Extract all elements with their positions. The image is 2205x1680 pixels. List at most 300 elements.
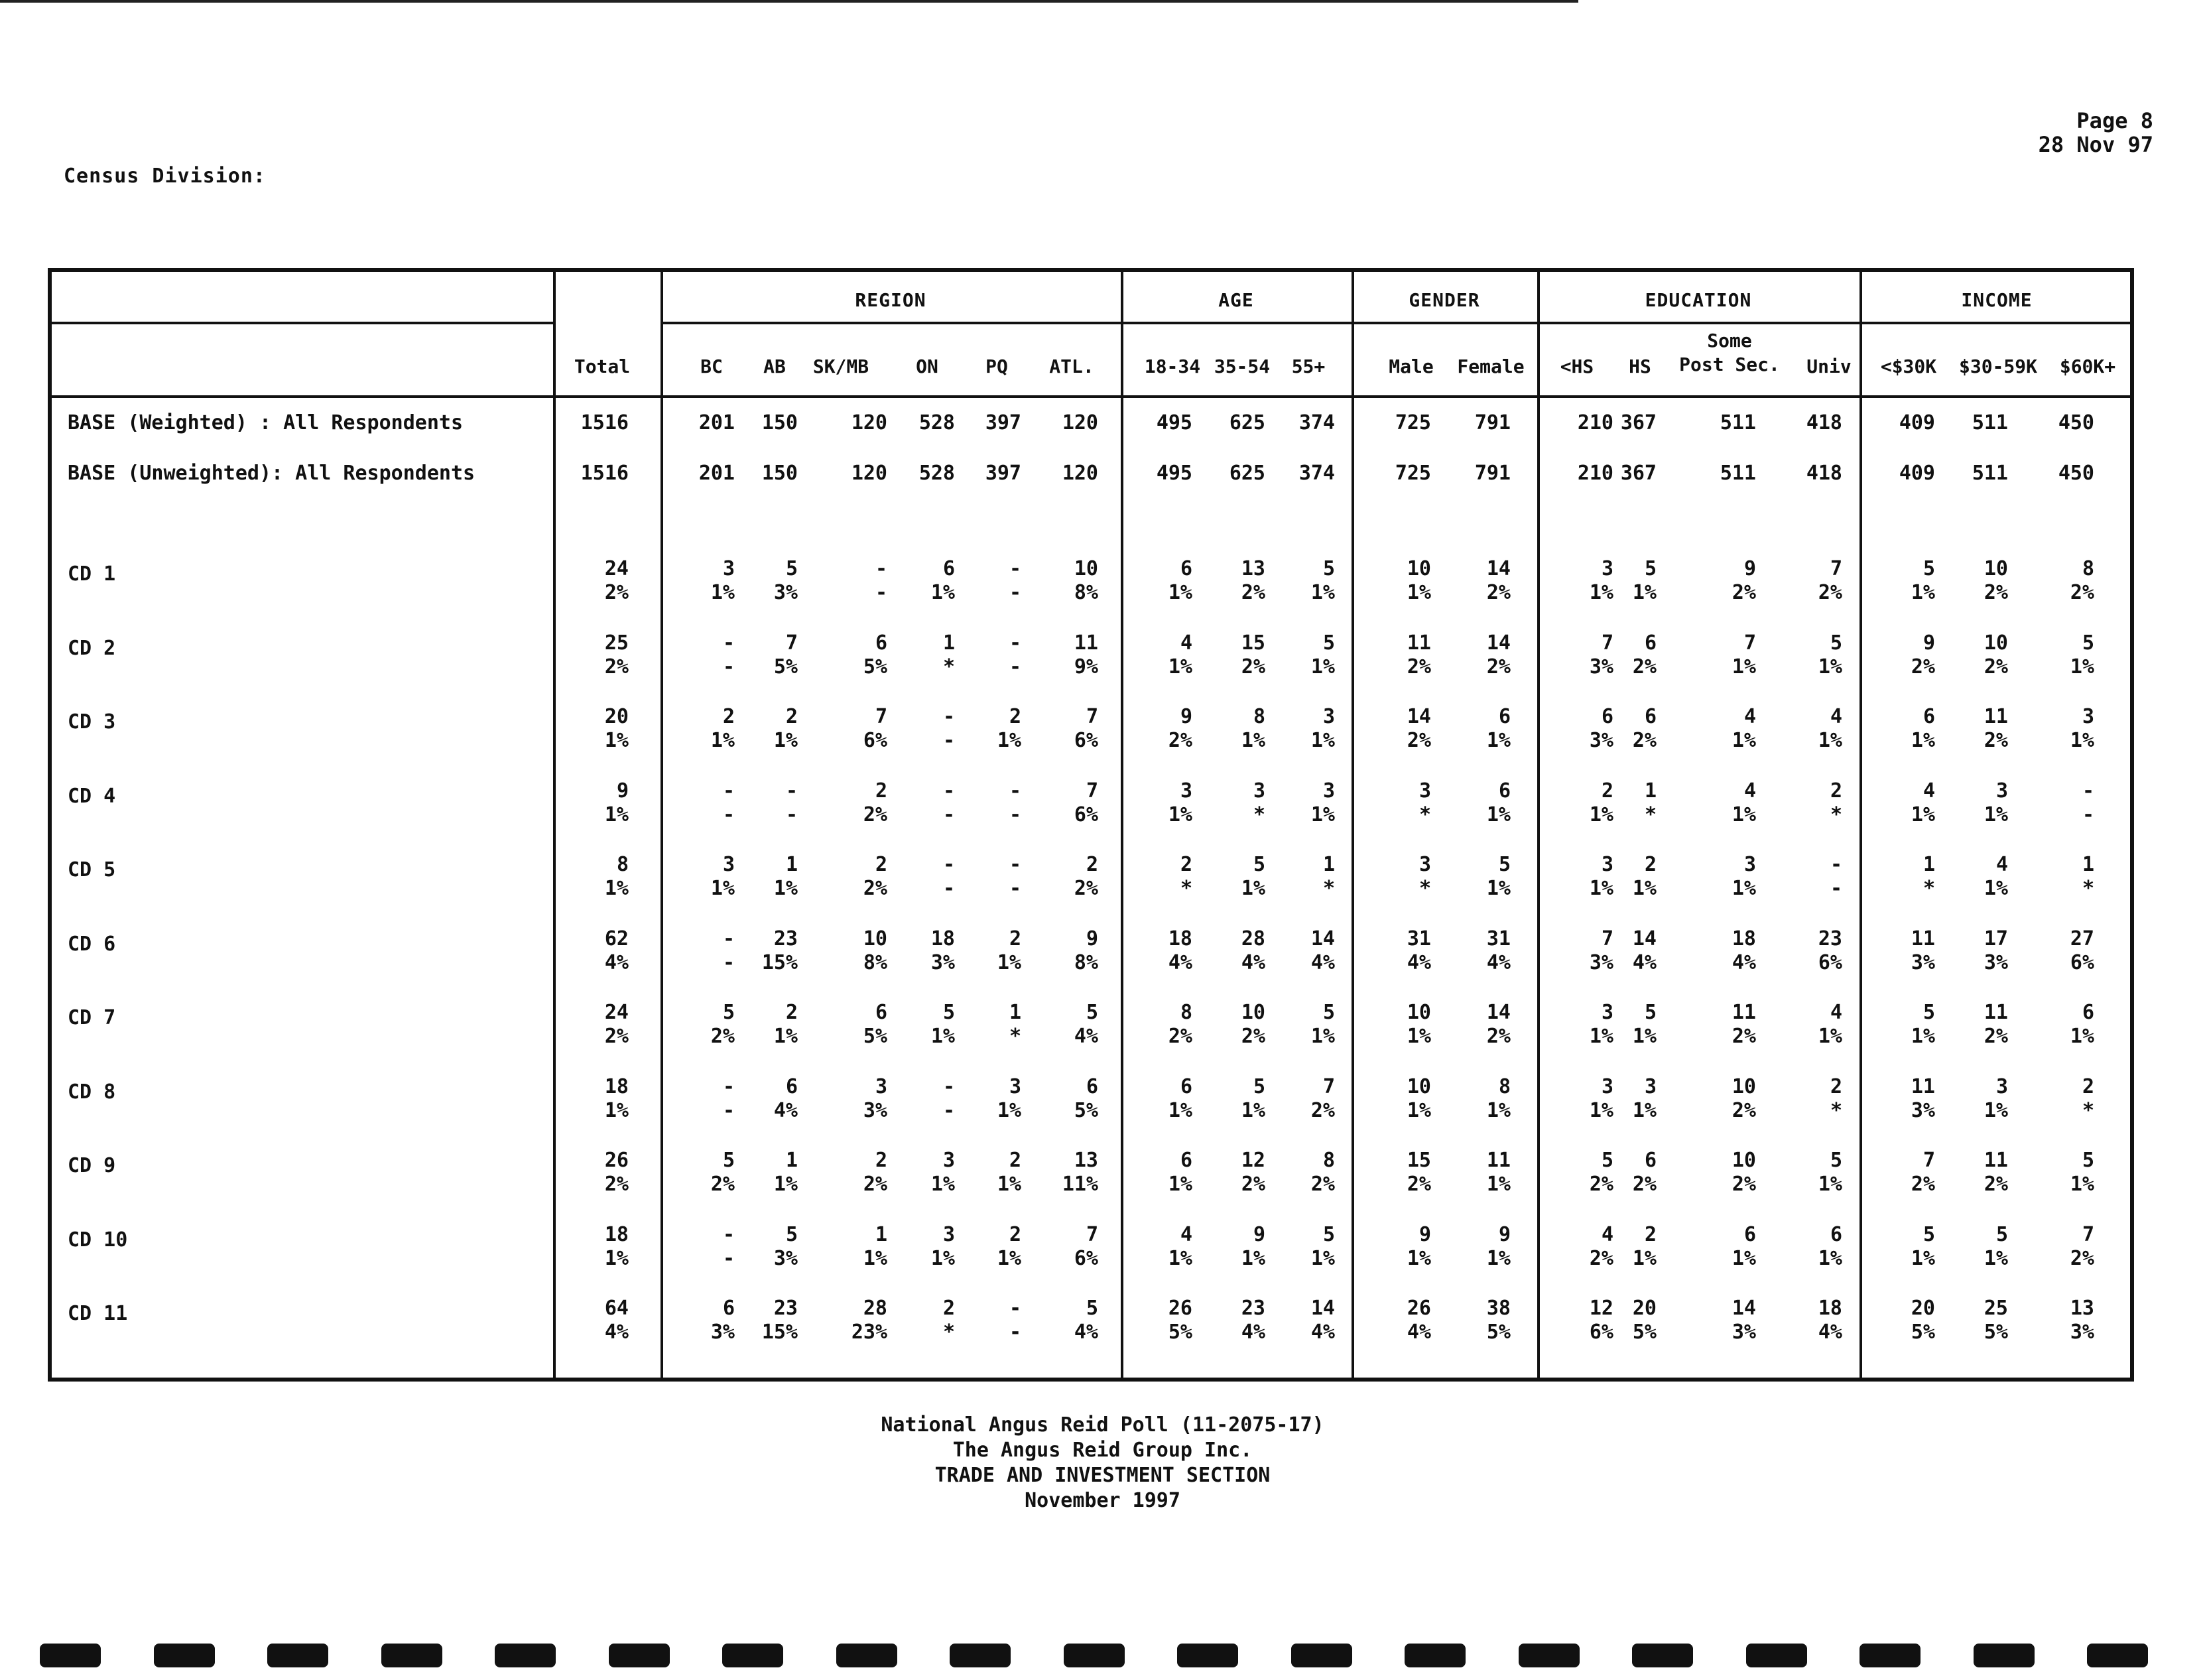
footer: [0, 1413, 2205, 1514]
count-cell: -: [722, 927, 735, 950]
count-cell: 20: [604, 705, 629, 728]
count-cell: 11: [1984, 1149, 2008, 1172]
count-cell: 1: [1644, 779, 1657, 803]
percent-cell: -: [942, 877, 955, 900]
percent-cell: 1%: [710, 877, 735, 900]
count-cell: 5: [1086, 1001, 1098, 1024]
column-header: SK/MB: [812, 355, 869, 377]
count-cell: 10: [1984, 631, 2008, 655]
count-cell: 2: [1830, 779, 1842, 803]
column-header: Male: [1389, 355, 1434, 377]
count-cell: 5: [1601, 1149, 1613, 1172]
count-cell: 9: [616, 779, 629, 803]
count-cell: 2: [1830, 1075, 1842, 1098]
percent-cell: 3%: [1732, 1321, 1756, 1344]
percent-cell: 4%: [1074, 1025, 1098, 1048]
percent-cell: 1%: [930, 1247, 955, 1270]
percent-cell: 2%: [1911, 1173, 1935, 1196]
percent-cell: 1%: [2070, 729, 2094, 752]
count-cell: 6: [875, 631, 887, 655]
count-cell: 3: [1743, 853, 1756, 876]
percent-cell: 1%: [1911, 581, 1935, 604]
group-header-region: REGION: [855, 289, 926, 311]
count-cell: 5: [1086, 1297, 1098, 1320]
count-cell: 5: [1922, 557, 1935, 580]
count-cell: 7: [1743, 631, 1756, 655]
percent-cell: 1%: [1984, 1099, 2008, 1122]
percent-cell: 1%: [710, 729, 735, 752]
percent-cell: 1%: [1589, 581, 1613, 604]
footer-line-company: The Angus Reid Group Inc.: [952, 1439, 1253, 1462]
count-cell: 6: [1498, 779, 1511, 803]
count-cell: 1: [2082, 853, 2094, 876]
percent-cell: 3%: [1911, 951, 1935, 974]
percent-cell: 1%: [997, 1247, 1021, 1270]
percent-cell: 2%: [604, 1025, 629, 1048]
percent-cell: 5%: [1168, 1321, 1192, 1344]
count-cell: -: [722, 1075, 735, 1098]
base-cell: 418: [1806, 411, 1842, 434]
percent-cell: 1%: [1310, 729, 1335, 752]
count-cell: 4: [1995, 853, 2008, 876]
count-cell: -: [1009, 631, 1021, 655]
count-cell: 18: [930, 927, 955, 950]
percent-cell: 4%: [773, 1099, 798, 1122]
group-header-education: EDUCATION: [1645, 289, 1752, 311]
percent-cell: -: [875, 581, 887, 604]
count-cell: 9: [1743, 557, 1756, 580]
count-cell: 7: [1922, 1149, 1935, 1172]
count-cell: 3: [1601, 557, 1613, 580]
base-cell: 120: [851, 462, 887, 485]
count-cell: 11: [1074, 631, 1098, 655]
percent-cell: 1%: [773, 1025, 798, 1048]
count-cell: 2: [1180, 853, 1192, 876]
percent-cell: 1%: [1241, 1099, 1265, 1122]
percent-cell: 2%: [1241, 1025, 1265, 1048]
percent-cell: 1%: [1632, 1099, 1657, 1122]
count-cell: 2: [1644, 1223, 1657, 1246]
count-cell: 14: [1486, 1001, 1511, 1024]
percent-cell: 1%: [2070, 655, 2094, 678]
top-edge-line: [0, 0, 1578, 3]
count-cell: 5: [1322, 1001, 1335, 1024]
count-cell: 1: [785, 853, 798, 876]
count-cell: 3: [1253, 779, 1265, 803]
percent-cell: 8%: [863, 951, 887, 974]
count-cell: -: [1009, 557, 1021, 580]
count-cell: 6: [1644, 705, 1657, 728]
count-cell: 1: [942, 631, 955, 655]
percent-cell: 1%: [1486, 1173, 1511, 1196]
count-cell: 5: [1922, 1001, 1935, 1024]
count-cell: 28: [863, 1297, 887, 1320]
percent-cell: -: [722, 803, 735, 826]
percent-cell: 5%: [1984, 1321, 2008, 1344]
percent-cell: *: [942, 655, 955, 678]
base-cell: 367: [1620, 462, 1657, 485]
percent-cell: 2%: [604, 581, 629, 604]
percent-cell: 1%: [1310, 803, 1335, 826]
percent-cell: 1%: [1589, 803, 1613, 826]
percent-cell: 1%: [1486, 877, 1511, 900]
percent-cell: -: [942, 803, 955, 826]
base-cell: 150: [761, 411, 798, 434]
percent-cell: *: [1644, 803, 1657, 826]
percent-cell: 2%: [1589, 1247, 1613, 1270]
count-cell: 1: [1922, 853, 1935, 876]
binding-mark: [1291, 1644, 1352, 1667]
count-cell: 4: [1830, 1001, 1842, 1024]
percent-cell: 1%: [1407, 1099, 1431, 1122]
count-cell: 5: [1830, 1149, 1842, 1172]
percent-cell: 1%: [1911, 1247, 1935, 1270]
count-cell: -: [722, 631, 735, 655]
footer-line-section: TRADE AND INVESTMENT SECTION: [934, 1464, 1271, 1487]
count-cell: 3: [1322, 705, 1335, 728]
label-header-top-line: [52, 322, 556, 324]
percent-cell: 1%: [1984, 1247, 2008, 1270]
column-header: PQ: [985, 355, 1008, 377]
count-cell: 14: [1407, 705, 1431, 728]
percent-cell: 1%: [997, 1173, 1021, 1196]
percent-cell: 1%: [773, 729, 798, 752]
percent-cell: 2%: [1732, 1173, 1756, 1196]
count-cell: 5: [785, 557, 798, 580]
count-cell: 2: [875, 853, 887, 876]
count-cell: 10: [1407, 1075, 1431, 1098]
count-cell: 14: [1486, 557, 1511, 580]
count-cell: 6: [1601, 705, 1613, 728]
percent-cell: 3%: [1911, 1099, 1935, 1122]
percent-cell: 1%: [1984, 877, 2008, 900]
percent-cell: 2%: [1310, 1099, 1335, 1122]
count-cell: 7: [1086, 779, 1098, 803]
count-cell: 11: [1911, 927, 1935, 950]
count-cell: 7: [1086, 1223, 1098, 1246]
percent-cell: -: [942, 1099, 955, 1122]
percent-cell: -: [1009, 581, 1021, 604]
count-cell: 18: [1732, 927, 1756, 950]
percent-cell: 1%: [1486, 1247, 1511, 1270]
base-cell: 201: [698, 411, 735, 434]
percent-cell: 4%: [1310, 1321, 1335, 1344]
percent-cell: 1%: [1984, 803, 2008, 826]
percent-cell: 2%: [1911, 655, 1935, 678]
count-cell: 8: [616, 853, 629, 876]
count-cell: 26: [604, 1149, 629, 1172]
percent-cell: 2%: [1984, 581, 2008, 604]
percent-cell: 1%: [1168, 655, 1192, 678]
count-cell: 5: [942, 1001, 955, 1024]
percent-cell: 6%: [863, 729, 887, 752]
count-cell: 10: [1407, 557, 1431, 580]
count-cell: 3: [942, 1223, 955, 1246]
count-cell: 5: [1498, 853, 1511, 876]
count-cell: 28: [1241, 927, 1265, 950]
column-header: Some Post Sec.: [1679, 330, 1780, 375]
percent-cell: 2%: [1168, 729, 1192, 752]
percent-cell: 3%: [1589, 729, 1613, 752]
cd-row-label: CD 8: [68, 1080, 116, 1104]
percent-cell: 1%: [1818, 1173, 1842, 1196]
percent-cell: *: [1322, 877, 1335, 900]
base-cell: 409: [1899, 462, 1935, 485]
count-cell: 27: [2070, 927, 2094, 950]
percent-cell: 3%: [773, 1247, 798, 1270]
percent-cell: 2%: [1486, 655, 1511, 678]
cd-row-label: CD 10: [68, 1228, 128, 1252]
census-division-label: Census Division:: [64, 164, 266, 188]
percent-cell: 5%: [1486, 1321, 1511, 1344]
percent-cell: 4%: [1732, 951, 1756, 974]
percent-cell: 3%: [1589, 951, 1613, 974]
percent-cell: 4%: [1241, 951, 1265, 974]
count-cell: 5: [1644, 557, 1657, 580]
percent-cell: 1%: [1632, 877, 1657, 900]
binding-mark: [154, 1644, 215, 1667]
count-cell: 2: [875, 779, 887, 803]
group-header-line: [661, 322, 2130, 324]
count-cell: 6: [722, 1297, 735, 1320]
column-header: $60K+: [2059, 355, 2116, 377]
percent-cell: 4%: [1241, 1321, 1265, 1344]
percent-cell: 1%: [1732, 803, 1756, 826]
percent-cell: 1%: [1407, 1247, 1431, 1270]
binding-mark: [2087, 1644, 2148, 1667]
percent-cell: 5%: [773, 655, 798, 678]
percent-cell: 5%: [1911, 1321, 1935, 1344]
binding-mark: [267, 1644, 328, 1667]
count-cell: 2: [1009, 705, 1021, 728]
percent-cell: 6%: [1074, 803, 1098, 826]
count-cell: 5: [1322, 631, 1335, 655]
base-cell: 397: [985, 411, 1021, 434]
column-header: HS: [1629, 355, 1651, 377]
group-header-gender: GENDER: [1409, 289, 1480, 311]
count-cell: 3: [942, 1149, 955, 1172]
count-cell: 15: [1241, 631, 1265, 655]
count-cell: 6: [1180, 1149, 1192, 1172]
binding-mark: [1405, 1644, 1466, 1667]
percent-cell: 1%: [1168, 803, 1192, 826]
percent-cell: *: [1922, 877, 1935, 900]
count-cell: -: [785, 779, 798, 803]
count-cell: 24: [604, 1001, 629, 1024]
base-cell: 725: [1395, 411, 1431, 434]
column-header: Univ: [1806, 355, 1852, 377]
count-cell: 9: [1418, 1223, 1431, 1246]
percent-cell: 15%: [761, 951, 798, 974]
percent-cell: -: [1009, 803, 1021, 826]
percent-cell: 2%: [863, 803, 887, 826]
count-cell: 3: [2082, 705, 2094, 728]
count-cell: 11: [1486, 1149, 1511, 1172]
footer-line-poll: National Angus Reid Poll (11-2075-17): [881, 1413, 1324, 1437]
percent-cell: 3%: [773, 581, 798, 604]
count-cell: 15: [1407, 1149, 1431, 1172]
percent-cell: 4%: [1168, 951, 1192, 974]
count-cell: 9: [1180, 705, 1192, 728]
percent-cell: 1%: [1310, 1025, 1335, 1048]
percent-cell: 2%: [1732, 1099, 1756, 1122]
percent-cell: *: [2082, 1099, 2094, 1122]
count-cell: 26: [1168, 1297, 1192, 1320]
count-cell: 4: [1922, 779, 1935, 803]
percent-cell: 4%: [604, 951, 629, 974]
count-cell: 14: [1732, 1297, 1756, 1320]
percent-cell: 2%: [1241, 1173, 1265, 1196]
count-cell: 3: [875, 1075, 887, 1098]
count-cell: 5: [1995, 1223, 2008, 1246]
percent-cell: -: [722, 1099, 735, 1122]
count-cell: 13: [1241, 557, 1265, 580]
count-cell: 12: [1241, 1149, 1265, 1172]
count-cell: -: [942, 705, 955, 728]
binding-marks: [40, 1644, 2188, 1670]
percent-cell: 6%: [1074, 1247, 1098, 1270]
count-cell: 11: [1407, 631, 1431, 655]
count-cell: 6: [1830, 1223, 1842, 1246]
percent-cell: 1%: [1310, 1247, 1335, 1270]
count-cell: 7: [2082, 1223, 2094, 1246]
percent-cell: -: [1009, 1321, 1021, 1344]
page-number: Page 8: [2076, 108, 2153, 133]
percent-cell: 2%: [1589, 1173, 1613, 1196]
percent-cell: 5%: [863, 1025, 887, 1048]
column-header-line: [52, 395, 2130, 398]
count-cell: 2: [1009, 1223, 1021, 1246]
percent-cell: 1%: [1732, 655, 1756, 678]
column-header: ON: [916, 355, 938, 377]
count-cell: 10: [1732, 1075, 1756, 1098]
count-cell: 18: [1818, 1297, 1842, 1320]
percent-cell: 8%: [1074, 951, 1098, 974]
cd-row-label: CD 5: [68, 858, 116, 881]
count-cell: 11: [1911, 1075, 1935, 1098]
percent-cell: 1%: [1486, 803, 1511, 826]
count-cell: 3: [1601, 1075, 1613, 1098]
percent-cell: 3%: [1589, 655, 1613, 678]
base-cell: 120: [1062, 462, 1098, 485]
percent-cell: 1%: [1589, 1099, 1613, 1122]
binding-mark: [722, 1644, 783, 1667]
percent-cell: 2%: [1407, 1173, 1431, 1196]
count-cell: 5: [722, 1149, 735, 1172]
percent-cell: 2%: [1984, 1173, 2008, 1196]
count-cell: 9: [1922, 631, 1935, 655]
count-cell: 31: [1486, 927, 1511, 950]
binding-mark: [609, 1644, 670, 1667]
percent-cell: 2%: [1407, 655, 1431, 678]
count-cell: 2: [942, 1297, 955, 1320]
count-cell: 7: [1601, 631, 1613, 655]
count-cell: 5: [1830, 631, 1842, 655]
count-cell: 7: [785, 631, 798, 655]
count-cell: 8: [1498, 1075, 1511, 1098]
percent-cell: *: [1418, 877, 1431, 900]
count-cell: 3: [722, 853, 735, 876]
percent-cell: -: [2082, 803, 2094, 826]
count-cell: 1: [1322, 853, 1335, 876]
count-cell: 3: [1322, 779, 1335, 803]
percent-cell: 4%: [1407, 951, 1431, 974]
percent-cell: 1%: [1168, 1247, 1192, 1270]
count-cell: -: [1830, 853, 1842, 876]
binding-mark: [1859, 1644, 1921, 1667]
percent-cell: 2%: [1168, 1025, 1192, 1048]
percent-cell: 1%: [1632, 1247, 1657, 1270]
percent-cell: 2%: [2070, 1247, 2094, 1270]
count-cell: 6: [1644, 631, 1657, 655]
base-cell: 120: [1062, 411, 1098, 434]
percent-cell: 1%: [930, 1025, 955, 1048]
count-cell: 4: [1743, 779, 1756, 803]
percent-cell: 1%: [1168, 1173, 1192, 1196]
count-cell: 38: [1486, 1297, 1511, 1320]
count-cell: 7: [1086, 705, 1098, 728]
count-cell: 2: [785, 705, 798, 728]
percent-cell: 1%: [997, 1099, 1021, 1122]
count-cell: -: [875, 557, 887, 580]
column-header: ATL.: [1049, 355, 1094, 377]
count-cell: -: [942, 1075, 955, 1098]
count-cell: 14: [1310, 927, 1335, 950]
percent-cell: 2%: [1310, 1173, 1335, 1196]
percent-cell: 1%: [1732, 877, 1756, 900]
count-cell: 23: [1818, 927, 1842, 950]
percent-cell: 2%: [1984, 655, 2008, 678]
percent-cell: 1%: [1407, 1025, 1431, 1048]
count-cell: 9: [1253, 1223, 1265, 1246]
group-header-income: INCOME: [1961, 289, 2033, 311]
count-cell: 3: [1180, 779, 1192, 803]
percent-cell: 2%: [1632, 655, 1657, 678]
percent-cell: 3%: [2070, 1321, 2094, 1344]
cd-row-label: CD 6: [68, 933, 116, 956]
percent-cell: 3%: [710, 1321, 735, 1344]
percent-cell: 9%: [1074, 655, 1098, 678]
percent-cell: 1%: [1486, 729, 1511, 752]
count-cell: 2: [1009, 927, 1021, 950]
base-cell: 374: [1298, 462, 1335, 485]
count-cell: 18: [604, 1223, 629, 1246]
count-cell: 3: [1601, 853, 1613, 876]
percent-cell: 1%: [997, 951, 1021, 974]
count-cell: 5: [2082, 1149, 2094, 1172]
percent-cell: 1%: [604, 877, 629, 900]
percent-cell: 1%: [604, 1099, 629, 1122]
base-cell: 528: [918, 462, 955, 485]
percent-cell: -: [942, 729, 955, 752]
count-cell: -: [942, 779, 955, 803]
percent-cell: 1%: [1911, 729, 1935, 752]
column-header: 18-34: [1144, 355, 1201, 377]
base-cell: 374: [1298, 411, 1335, 434]
percent-cell: 2%: [1632, 729, 1657, 752]
percent-cell: 1%: [1632, 1025, 1657, 1048]
percent-cell: *: [1253, 803, 1265, 826]
percent-cell: 5%: [1632, 1321, 1657, 1344]
percent-cell: 5%: [1074, 1099, 1098, 1122]
column-header: 55+: [1291, 355, 1326, 377]
percent-cell: 2%: [2070, 581, 2094, 604]
percent-cell: 1%: [604, 1247, 629, 1270]
page-info: [2039, 109, 2153, 157]
percent-cell: 1%: [997, 729, 1021, 752]
cd-row-label: CD 4: [68, 785, 116, 808]
base-cell: 397: [985, 462, 1021, 485]
